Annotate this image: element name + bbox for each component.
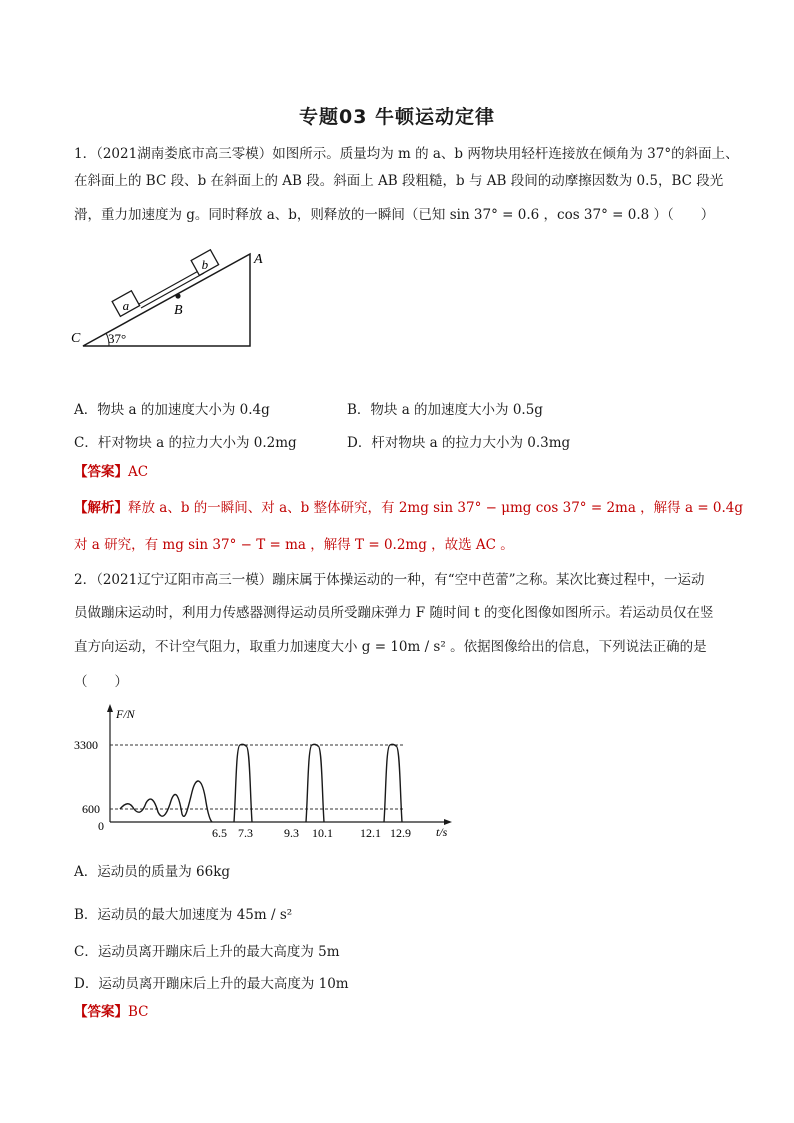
- x-tick-7-3: 7.3: [238, 826, 253, 840]
- x-tick-9-3: 9.3: [284, 826, 299, 840]
- q1-line-2: 在斜面上的 BC 段、b 在斜面上的 AB 段。斜面上 AB 段粗糙，b 与 AB 段间的动摩擦因数为 0.5，BC 段光: [74, 173, 724, 189]
- q2-line-3: 直方向运动，不计空气阻力，取重力加速度大小 g = 10m / s² 。依据图像给出的信息，下列说法正确的是: [74, 639, 707, 655]
- q1-option-c: C．杆对物块 a 的拉力大小为 0.2mg: [74, 435, 297, 451]
- q2-option-c: C．运动员离开蹦床后上升的最大高度为 5m: [74, 944, 340, 960]
- label-a: A: [254, 252, 263, 267]
- x-tick-12-9: 12.9: [390, 826, 411, 840]
- q2-line-4: （ ）: [74, 674, 128, 690]
- svg-text:a: a: [122, 297, 130, 313]
- q1-option-d: D．杆对物块 a 的拉力大小为 0.3mg: [347, 435, 571, 451]
- incline-figure: [66, 244, 276, 354]
- label-b: B: [174, 303, 183, 318]
- q2-line-1: 2．（2021辽宁辽阳市高三一模）蹦床属于体操运动的一种，有“空中芭蕾”之称。某次比赛过程中，一运动: [74, 572, 705, 588]
- x-tick-12-1: 12.1: [360, 826, 381, 840]
- q1-line-1: 1．（2021湖南娄底市高三零模）如图所示。质量均为 m 的 a、b 两物块用轻杆连接放在倾角为 37°的斜面上、: [74, 146, 739, 162]
- y-tick-600: 600: [82, 802, 100, 816]
- x-tick-6-5: 6.5: [212, 826, 227, 840]
- y-tick-0: 0: [98, 819, 104, 833]
- y-tick-3300: 3300: [74, 738, 98, 752]
- q1-option-b: B．物块 a 的加速度大小为 0.5g: [347, 402, 543, 418]
- block-a: [112, 291, 140, 318]
- force-curve: [120, 744, 402, 822]
- q1-option-a: A．物块 a 的加速度大小为 0.4g: [74, 402, 270, 418]
- rod: [141, 273, 204, 308]
- q1-answer: 【答案】AC: [74, 464, 149, 480]
- y-axis-label: F/N: [116, 707, 135, 721]
- q2-line-2: 员做蹦床运动时，利用力传感器测得运动员所受蹦床弹力 F 随时间 t 的变化图像如图所示。若运动员仅在竖: [74, 605, 714, 621]
- angle-label: 37°: [108, 331, 127, 346]
- svg-text:b: b: [201, 256, 209, 272]
- q2-option-b: B．运动员的最大加速度为 45m / s²: [74, 907, 293, 923]
- force-time-chart: [74, 702, 474, 842]
- q1-line-3: 滑，重力加速度为 g。同时释放 a、b，则释放的一瞬间（已知 sin 37° = 0.6 ，cos 37° = 0.8 ）（ ）: [74, 207, 715, 223]
- x-tick-10-1: 10.1: [312, 826, 333, 840]
- x-axis-label: t/s: [436, 825, 448, 839]
- q2-answer: 【答案】BC: [74, 1004, 149, 1020]
- q1-analysis-1: 【解析】释放 a、b 的一瞬间、对 a、b 整体研究，有 2mg sin 37° − μmg cos 37° = 2ma ，解得 a = 0.4g: [74, 500, 744, 516]
- q1-analysis-2: 对 a 研究，有 mg sin 37° − T = ma ，解得 T = 0.2mg ，故选 AC 。: [74, 537, 514, 553]
- page-title: 专题03 牛顿运动定律: [298, 106, 496, 128]
- point-b-dot: [175, 293, 180, 298]
- label-c: C: [71, 331, 81, 346]
- q2-option-d: D．运动员离开蹦床后上升的最大高度为 10m: [74, 976, 349, 992]
- q2-option-a: A．运动员的质量为 66kg: [74, 864, 231, 880]
